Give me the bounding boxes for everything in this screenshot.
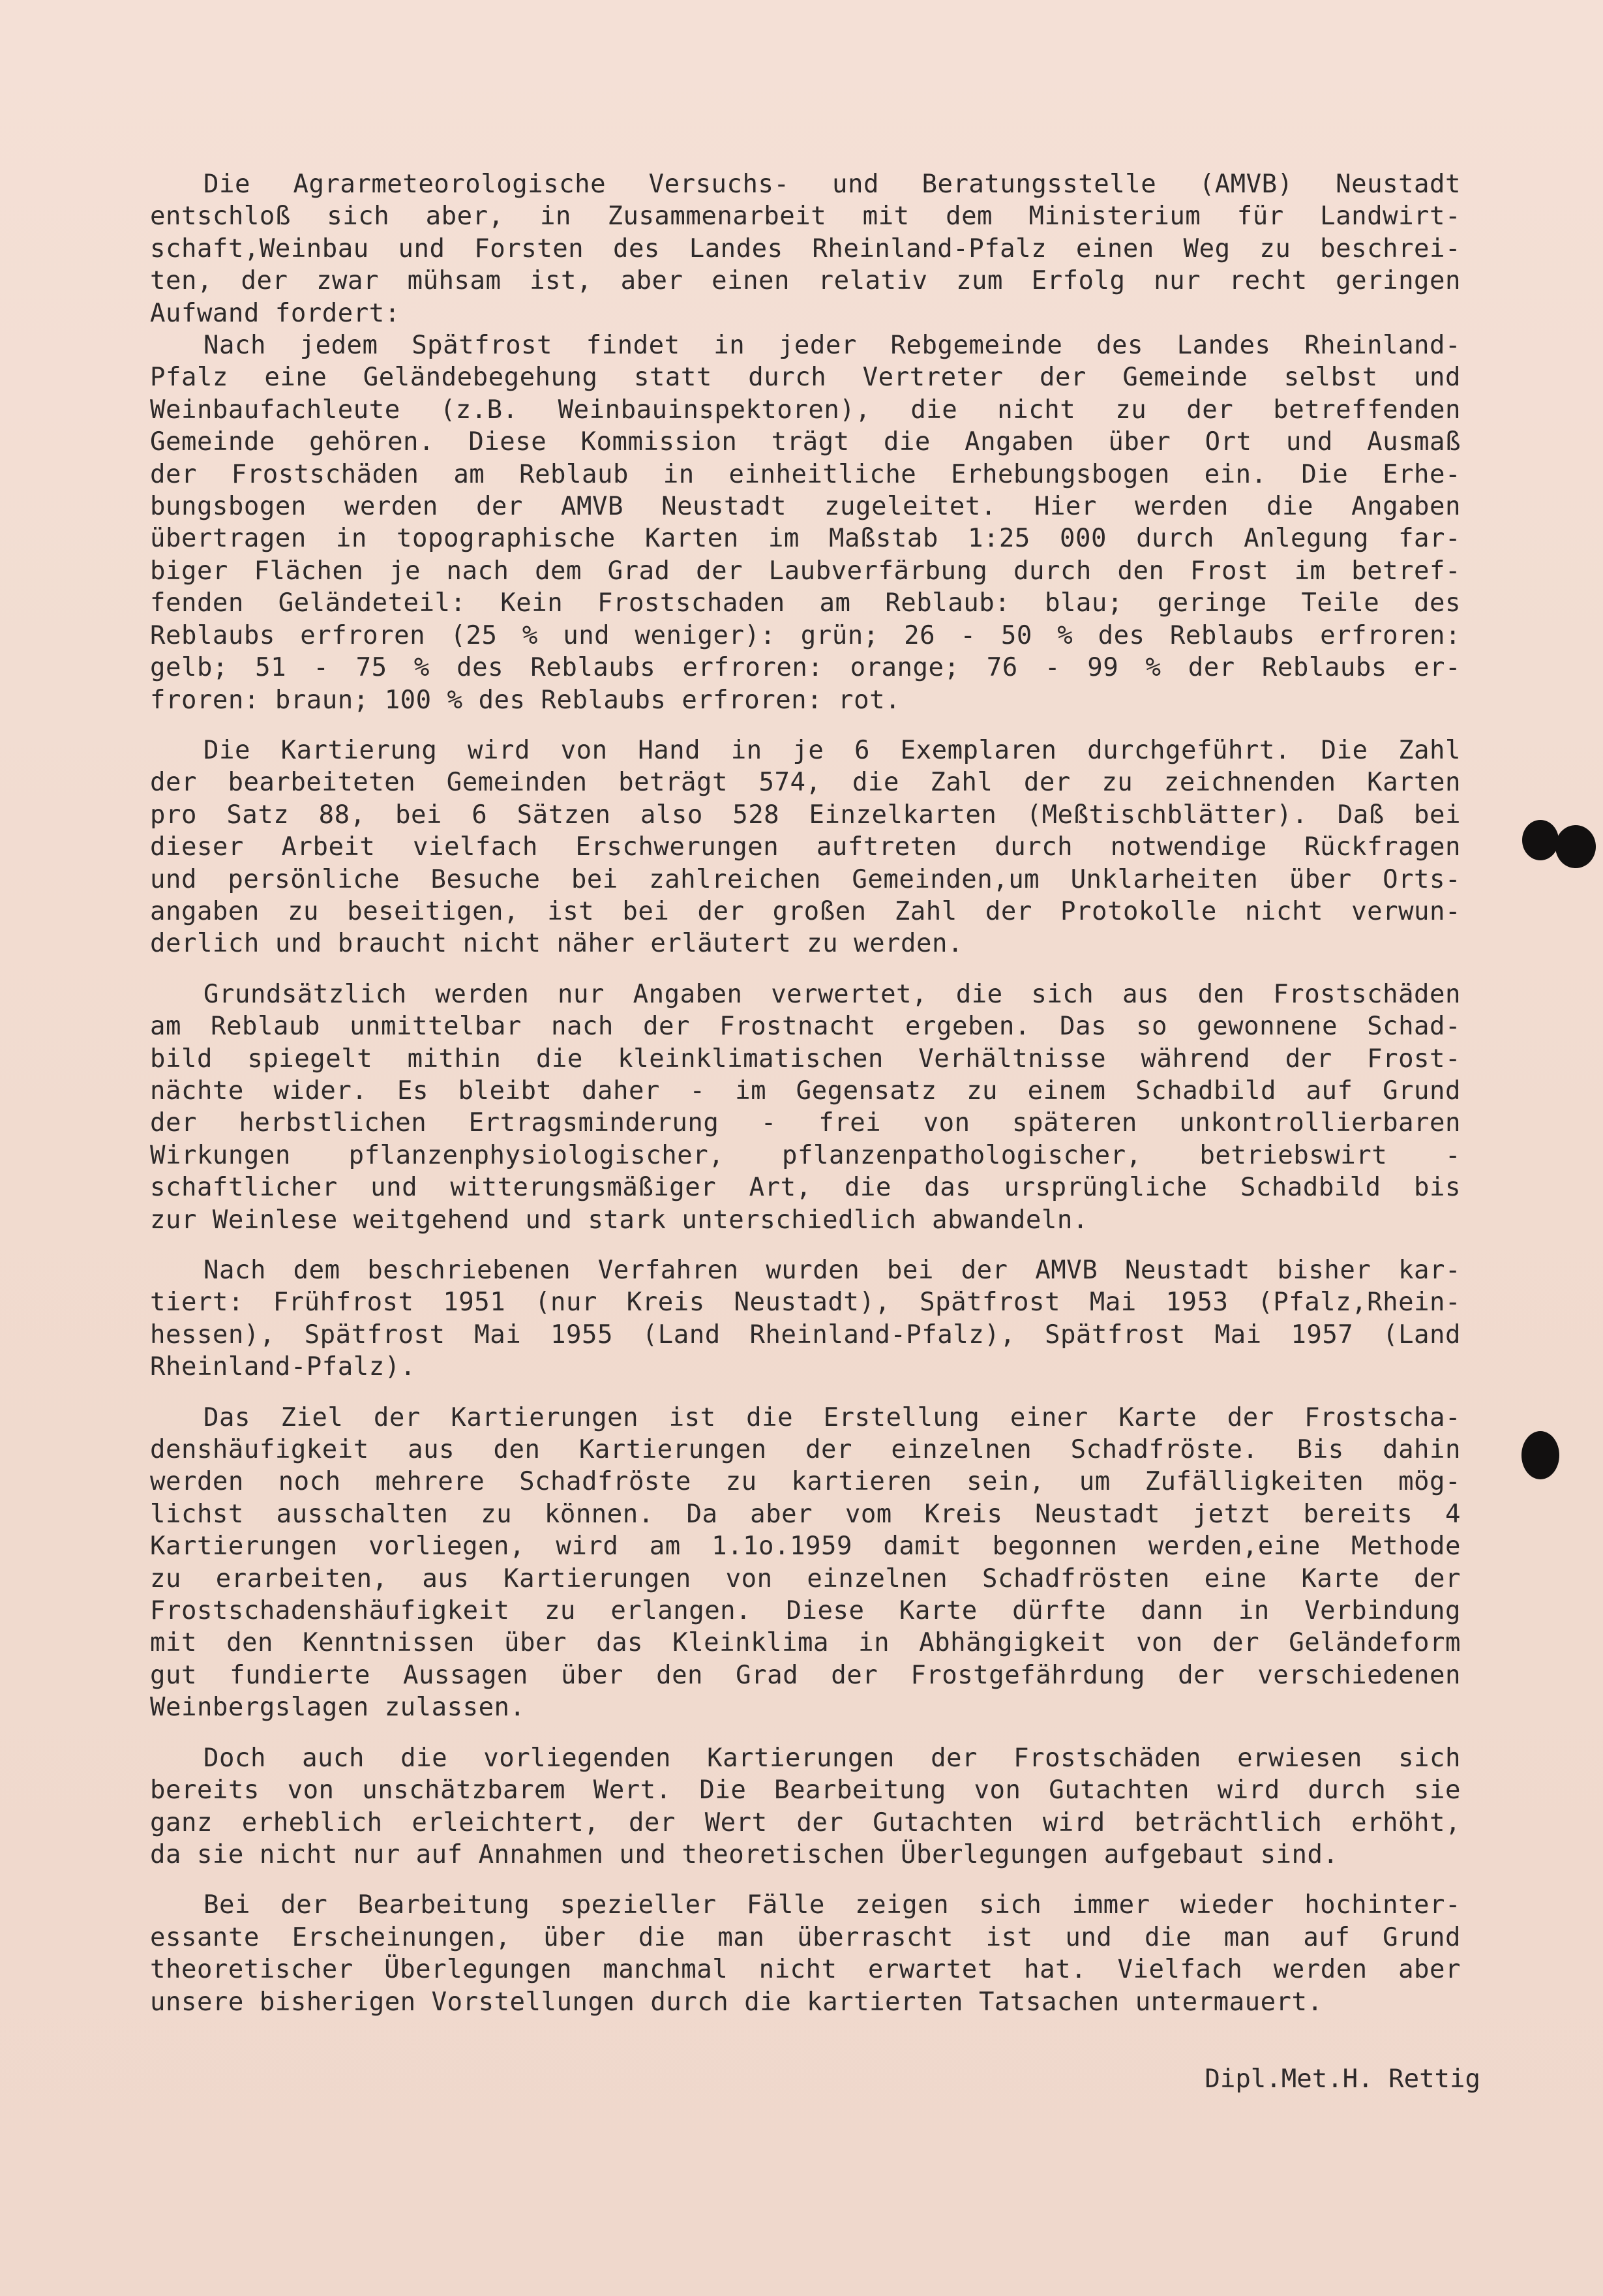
- text-line: derlich und braucht nicht näher erläutert zu werden.: [150, 929, 963, 959]
- text-line: Das Ziel der Kartierungen ist die Erstellung einer Karte der Frostscha-: [203, 1402, 1461, 1432]
- text-line: dieser Arbeit vielfach Erschwerungen auftreten durch notwendige Rückfragen: [150, 832, 1461, 862]
- text-line: und persönliche Besuche bei zahlreichen Gemeinden,um Unklarheiten über Orts-: [150, 864, 1461, 894]
- text-line: bereits von unschätzbarem Wert. Die Bearbeitung von Gutachten wird durch sie: [150, 1775, 1461, 1805]
- text-line: Aufwand fordert:: [150, 298, 400, 328]
- paragraph-2: [150, 329, 1461, 716]
- document-body: [150, 168, 1461, 2018]
- text-line: Grundsätzlich werden nur Angaben verwertet, die sich aus den Frostschäden: [203, 979, 1461, 1009]
- text-line: entschloß sich aber, in Zusammenarbeit mit dem Ministerium für Landwirt-: [150, 202, 1461, 232]
- text-line: werden noch mehrere Schadfröste zu kartieren sein, um Zufälligkeiten mög-: [150, 1467, 1461, 1497]
- text-line: schaft,Weinbau und Forsten des Landes Rheinland-Pfalz einen Weg zu beschrei-: [150, 234, 1461, 264]
- text-line: Wirkungen pflanzenphysiologischer, pflanzenpathologischer, betriebswirt -: [150, 1140, 1461, 1170]
- text-line: der herbstlichen Ertragsminderung - frei von späteren unkontrollierbaren: [150, 1108, 1461, 1138]
- text-line: zu erarbeiten, aus Kartierungen von einzelnen Schadfrösten eine Karte der: [150, 1563, 1461, 1594]
- text-line: fenden Geländeteil: Kein Frostschaden am Reblaub: blau; geringe Teile des: [150, 588, 1461, 618]
- text-line: pro Satz 88, bei 6 Sätzen also 528 Einzelkarten (Meßtischblätter). Daß bei: [150, 800, 1461, 830]
- text-line: Die Agrarmeteorologische Versuchs- und Beratungsstelle (AMVB) Neustadt: [203, 170, 1461, 199]
- text-line: ganz erheblich erleichtert, der Wert der Gutachten wird beträchtlich erhöht,: [150, 1807, 1461, 1837]
- text-line: Rheinland-Pfalz).: [150, 1352, 416, 1382]
- text-line: essante Erscheinungen, über die man überrascht ist und die man auf Grund: [150, 1922, 1461, 1952]
- text-line: tiert: Frühfrost 1951 (nur Kreis Neustadt), Spätfrost Mai 1953 (Pfalz,Rhein-: [150, 1288, 1461, 1318]
- text-line: schaftlicher und witterungsmäßiger Art, die das ursprüngliche Schadbild bis: [150, 1173, 1461, 1203]
- text-line: Pfalz eine Geländebegehung statt durch Vertreter der Gemeinde selbst und: [150, 363, 1461, 393]
- punch-hole: [1521, 1431, 1559, 1479]
- text-line: hessen), Spätfrost Mai 1955 (Land Rheinland-Pfalz), Spätfrost Mai 1957 (Land: [150, 1320, 1461, 1350]
- text-line: Frostschadenshäufigkeit zu erlangen. Diese Karte dürfte dann in Verbindung: [150, 1596, 1461, 1626]
- text-line: da sie nicht nur auf Annahmen und theoretischen Überlegungen aufgebaut sind.: [150, 1839, 1339, 1869]
- text-line: Gemeinde gehören. Diese Kommission trägt die Angaben über Ort und Ausmaß: [150, 427, 1461, 457]
- text-line: mit den Kenntnissen über das Kleinklima in Abhängigkeit von der Geländeform: [150, 1628, 1461, 1658]
- text-line: Weinbaufachleute (z.B. Weinbauinspektoren), die nicht zu der betreffenden: [150, 395, 1461, 425]
- text-line: übertragen in topographische Karten im Maßstab 1:25 000 durch Anlegung far-: [150, 524, 1461, 554]
- paragraph-4: [150, 978, 1461, 1236]
- paragraph-3: [150, 734, 1461, 960]
- text-line: Doch auch die vorliegenden Kartierungen der Frostschäden erwiesen sich: [203, 1743, 1461, 1773]
- signature: Dipl.Met.H. Rettig: [1205, 2064, 1480, 2094]
- text-line: Kartierungen vorliegen, wird am 1.1o.1959 damit begonnen werden,eine Methode: [150, 1532, 1461, 1562]
- text-line: Bei der Bearbeitung spezieller Fälle zeigen sich immer wieder hochinter-: [203, 1890, 1461, 1920]
- text-line: bungsbogen werden der AMVB Neustadt zugeleitet. Hier werden die Angaben: [150, 492, 1461, 522]
- text-line: zur Weinlese weitgehend und stark unterschiedlich abwandeln.: [150, 1205, 1088, 1235]
- text-line: gelb; 51 - 75 % des Reblaubs erfroren: orange; 76 - 99 % der Reblaubs er-: [150, 653, 1461, 683]
- text-line: gut fundierte Aussagen über den Grad der Frostgefährdung der verschiedenen: [150, 1660, 1461, 1690]
- text-line: lichst ausschalten zu können. Da aber vom Kreis Neustadt jetzt bereits 4: [150, 1499, 1461, 1529]
- paragraph-6: [150, 1402, 1461, 1724]
- text-line: Weinbergslagen zulassen.: [150, 1693, 526, 1723]
- text-line: ten, der zwar mühsam ist, aber einen relativ zum Erfolg nur recht geringen: [150, 266, 1461, 296]
- text-line: bild spiegelt mithin die kleinklimatischen Verhältnisse während der Frost-: [150, 1044, 1461, 1074]
- text-line: unsere bisherigen Vorstellungen durch die kartierten Tatsachen untermauert.: [150, 1987, 1323, 2017]
- text-line: am Reblaub unmittelbar nach der Frostnacht ergeben. Das so gewonnene Schad-: [150, 1012, 1461, 1042]
- punch-hole: [1522, 820, 1559, 860]
- text-line: denshäufigkeit aus den Kartierungen der einzelnen Schadfröste. Bis dahin: [150, 1435, 1461, 1465]
- paragraph-1: [150, 168, 1461, 329]
- text-line: Nach dem beschriebenen Verfahren wurden bei der AMVB Neustadt bisher kar-: [203, 1256, 1461, 1285]
- paragraph-8: [150, 1889, 1461, 2018]
- text-line: angaben zu beseitigen, ist bei der großen Zahl der Protokolle nicht verwun-: [150, 896, 1461, 926]
- text-line: der Frostschäden am Reblaub in einheitliche Erhebungsbogen ein. Die Erhe-: [150, 459, 1461, 489]
- paragraph-5: [150, 1254, 1461, 1383]
- punch-hole: [1555, 825, 1596, 868]
- text-line: froren: braun; 100 % des Reblaubs erfroren: rot.: [150, 685, 901, 715]
- text-line: Die Kartierung wird von Hand in je 6 Exemplaren durchgeführt. Die Zahl: [203, 735, 1461, 765]
- text-line: Reblaubs erfroren (25 % und weniger): grün; 26 - 50 % des Reblaubs erfroren:: [150, 620, 1461, 650]
- text-line: der bearbeiteten Gemeinden beträgt 574, die Zahl der zu zeichnenden Karten: [150, 768, 1461, 798]
- paragraph-7: [150, 1742, 1461, 1871]
- text-line: Nach jedem Spätfrost findet in jeder Rebgemeinde des Landes Rheinland-: [203, 331, 1461, 361]
- text-line: biger Flächen je nach dem Grad der Laubverfärbung durch den Frost im betref-: [150, 556, 1461, 586]
- text-line: nächte wider. Es bleibt daher - im Gegensatz zu einem Schadbild auf Grund: [150, 1076, 1461, 1106]
- text-line: theoretischer Überlegungen manchmal nicht erwartet hat. Vielfach werden aber: [150, 1955, 1461, 1985]
